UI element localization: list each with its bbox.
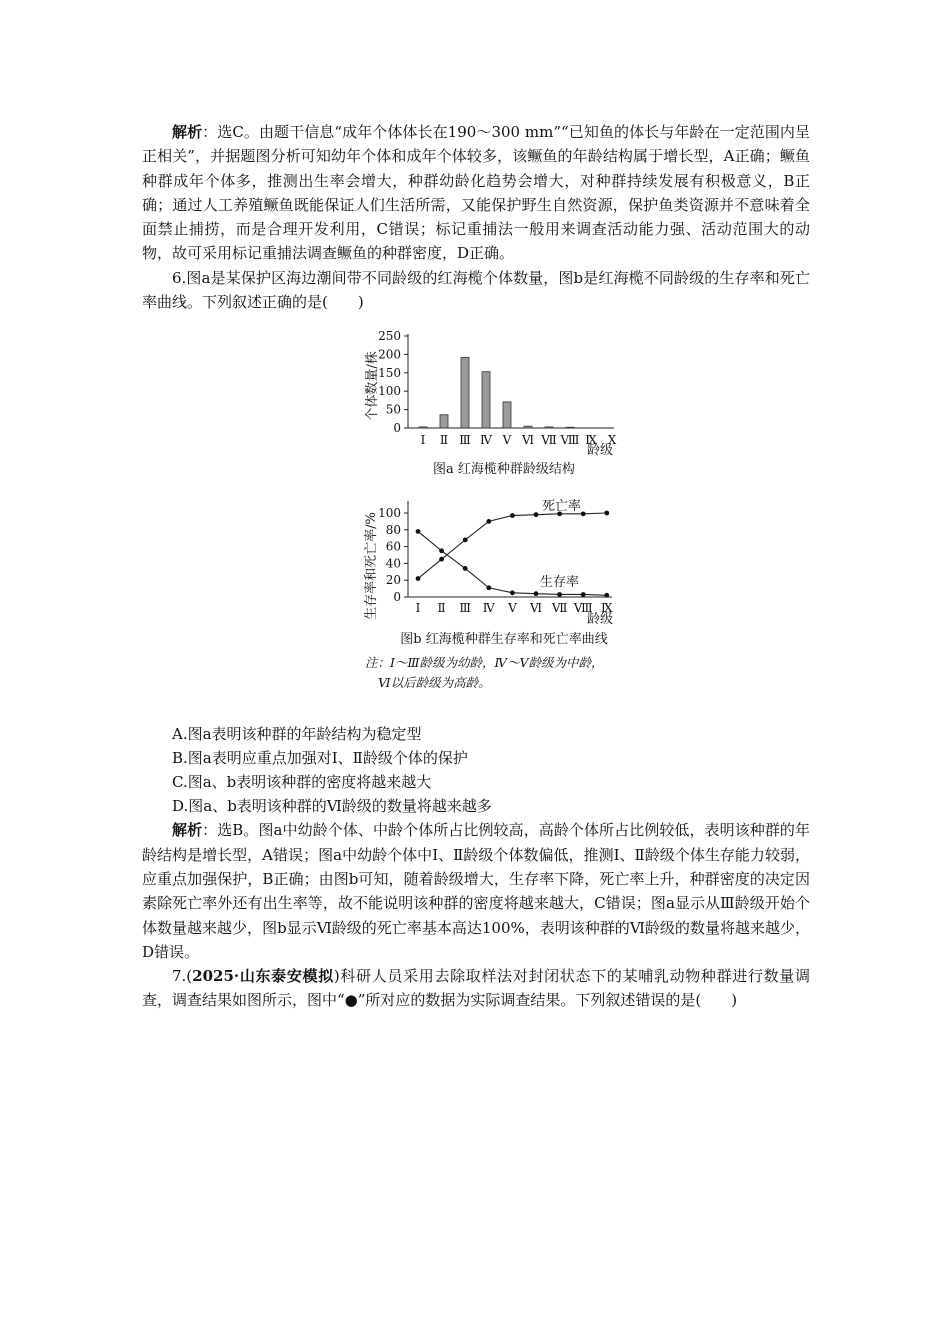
- chart-b-xtick-label: Ⅲ: [459, 601, 471, 616]
- survival-rate-point-7: [557, 592, 562, 597]
- chart-a-xtick-label: Ⅵ: [521, 433, 535, 448]
- chart-a-title: 图a 红海榄种群龄级结构: [433, 462, 575, 478]
- death-rate-point-3: [463, 538, 468, 543]
- chart-b-ytick-label: 60: [385, 539, 401, 554]
- q6-analysis-label: 解析: [172, 821, 203, 840]
- q7-num: 7.(: [172, 967, 193, 986]
- death-rate-point-4: [486, 519, 491, 524]
- q6-figure-svg: [142, 316, 810, 716]
- q6-analysis: [142, 818, 810, 964]
- survival-rate-point-6: [534, 592, 539, 597]
- figure-note-line-2: Ⅵ以后龄级为高龄。: [378, 675, 491, 691]
- survival-rate-point-2: [439, 549, 444, 554]
- chart-a-xtick-label: Ⅴ: [502, 433, 512, 448]
- chart-a-ytick-label: 200: [378, 347, 401, 362]
- chart-b-xtick-label: Ⅱ: [437, 601, 446, 616]
- chart-a-ytick-label: 250: [378, 329, 401, 344]
- bar-8: [566, 428, 574, 429]
- q6-analysis-text: ：选B。图a中幼龄个体、中龄个体所占比例较高，高龄个体所占比例较低，表明该种群的年龄结构是增长型，A错误；图a中幼龄个体中Ⅰ、Ⅱ龄级个体数偏低，推测Ⅰ、Ⅱ龄级个体生存能力较弱，应重点加强保护，B正确；由图b可知，随着龄级增大，生存率下降，死亡率上升，种群密度的决定因素除死亡率外还有出生率等，故不能说明该种群的密度将越来越大，C错误；图a显示从Ⅲ龄级开始个体数量越来越少，图b显示Ⅵ龄级的死亡率基本高达100%，表明该种群的Ⅵ龄级的数量将越来越少，D错误。: [142, 821, 810, 961]
- chart-b: [363, 499, 613, 647]
- bar-2: [440, 415, 448, 428]
- chart-a-xtick-label: Ⅸ: [585, 433, 597, 448]
- chart-a-ytick-label: 50: [385, 402, 401, 417]
- chart-b-xlabel: 龄级: [586, 612, 614, 628]
- chart-b-xtick-label: Ⅸ: [601, 601, 613, 616]
- death-rate-point-9: [604, 511, 609, 516]
- chart-a-ytick-label: 150: [378, 366, 401, 381]
- chart-a-xtick-label: Ⅹ: [607, 433, 617, 448]
- q6-stem: 6.图a是某保护区海边潮间带不同龄级的红海榄个体数量，图b是红海榄不同龄级的生存率和死亡率曲线。下列叙述正确的是( ): [142, 268, 810, 312]
- survival-rate-point-4: [486, 586, 491, 591]
- death-rate-point-2: [439, 557, 444, 562]
- chart-a-xtick-label: Ⅱ: [439, 433, 449, 448]
- q6-option-d: D.图a、b表明该种群的Ⅵ龄级的数量将越来越多: [172, 797, 492, 816]
- bar-7: [545, 427, 553, 428]
- chart-a-xtick-label: Ⅳ: [480, 433, 492, 448]
- chart-b-xtick-label: Ⅷ: [573, 601, 593, 616]
- death-rate-point-8: [581, 512, 586, 517]
- chart-a-ytick-label: 100: [378, 384, 401, 399]
- chart-a: [364, 329, 617, 477]
- q7-text: )科研人员采用去除取样法对封闭状态下的某哺乳动物种群进行数量调查，调查结果如图所示，图中“●”所对应的数据为实际调查结果。下列叙述错误的是( ): [142, 967, 810, 1010]
- chart-b-xtick-label: Ⅴ: [508, 601, 517, 616]
- bar-3: [461, 358, 469, 429]
- survival-rate-point-8: [581, 592, 586, 597]
- chart-a-xtick-label: Ⅷ: [560, 433, 580, 448]
- q7-stem: [142, 964, 810, 1013]
- chart-b-ylabel: 生存率和死亡率/%: [364, 512, 379, 621]
- death-rate-line: [418, 513, 607, 579]
- chart-b-title: 图b 红海榄种群生存率和死亡率曲线: [400, 632, 608, 648]
- death-rate-point-6: [534, 513, 539, 518]
- chart-b-ytick-label: 0: [393, 590, 401, 605]
- figure-note-line-1: 注：Ⅰ～Ⅲ龄级为幼龄，Ⅳ～Ⅴ龄级为中龄，: [365, 655, 604, 671]
- chart-b-xtick-label: Ⅵ: [529, 601, 543, 616]
- bar-1: [419, 427, 427, 428]
- survival-rate-point-9: [604, 593, 609, 598]
- q5-analysis-label: 解析: [172, 123, 203, 141]
- chart-b-ytick-label: 100: [378, 506, 401, 521]
- death-rate-point-1: [416, 576, 421, 581]
- chart-b-xtick-label: Ⅶ: [551, 601, 568, 616]
- chart-b-xtick-label: Ⅳ: [482, 601, 495, 616]
- q6-option-c: C.图a、b表明该种群的密度将越来越大: [172, 773, 432, 792]
- survival-rate-point-3: [463, 566, 468, 571]
- q6-option-b: B.图a表明应重点加强对Ⅰ、Ⅱ龄级个体的保护: [172, 749, 468, 768]
- survival-rate-point-1: [416, 529, 421, 534]
- survival-rate-point-5: [510, 591, 515, 596]
- q5-analysis: [142, 120, 810, 266]
- q6-figure: [142, 316, 810, 716]
- chart-b-ytick-label: 20: [385, 573, 401, 588]
- chart-a-ytick-label: 0: [393, 421, 401, 436]
- q7-source: 2025·山东泰安模拟: [192, 967, 334, 986]
- chart-b-ytick-label: 40: [385, 556, 401, 571]
- chart-a-xlabel: 龄级: [586, 443, 614, 459]
- chart-a-xtick-label: Ⅲ: [459, 433, 471, 448]
- chart-a-xtick-label: Ⅰ: [420, 433, 426, 448]
- death-rate-point-5: [510, 513, 515, 518]
- chart-a-ylabel: 个体数量/株: [365, 351, 380, 422]
- chart-b-ytick-label: 80: [385, 523, 401, 538]
- bar-5: [503, 402, 511, 428]
- chart-b-xtick-label: Ⅰ: [415, 601, 421, 616]
- q5-analysis-text: ：选C。由题干信息“成年个体体长在190～300 mm”“已知鱼的体长与年龄在一定范围内呈正相关”，并据题图分析可知幼年个体和成年个体较多，该鳜鱼的年龄结构属于增长型，A正确；鳜鱼种群成年个体多，推测出生率会增大，种群幼龄化趋势会增大，对种群持续发展有积极意义，B正确；通过人工养殖鳜鱼既能保证人们生活所需，又能保护野生自然资源，保护鱼类资源并不意味着全面禁止捕捞，而是合理开发利用，C错误；标记重捕法一般用来调查活动能力强、活动范围大的动物，故可采用标记重捕法调查鳜鱼的种群密度，D正确。: [142, 123, 810, 263]
- legend-death-rate: 死亡率: [542, 499, 582, 515]
- chart-a-xtick-label: Ⅶ: [541, 433, 557, 448]
- q6-option-a: A.图a表明该种群的年龄结构为稳定型: [172, 725, 422, 744]
- page: [142, 120, 810, 1013]
- bar-4: [482, 372, 490, 428]
- legend-survival-rate: 生存率: [540, 575, 580, 591]
- bar-6: [524, 427, 532, 429]
